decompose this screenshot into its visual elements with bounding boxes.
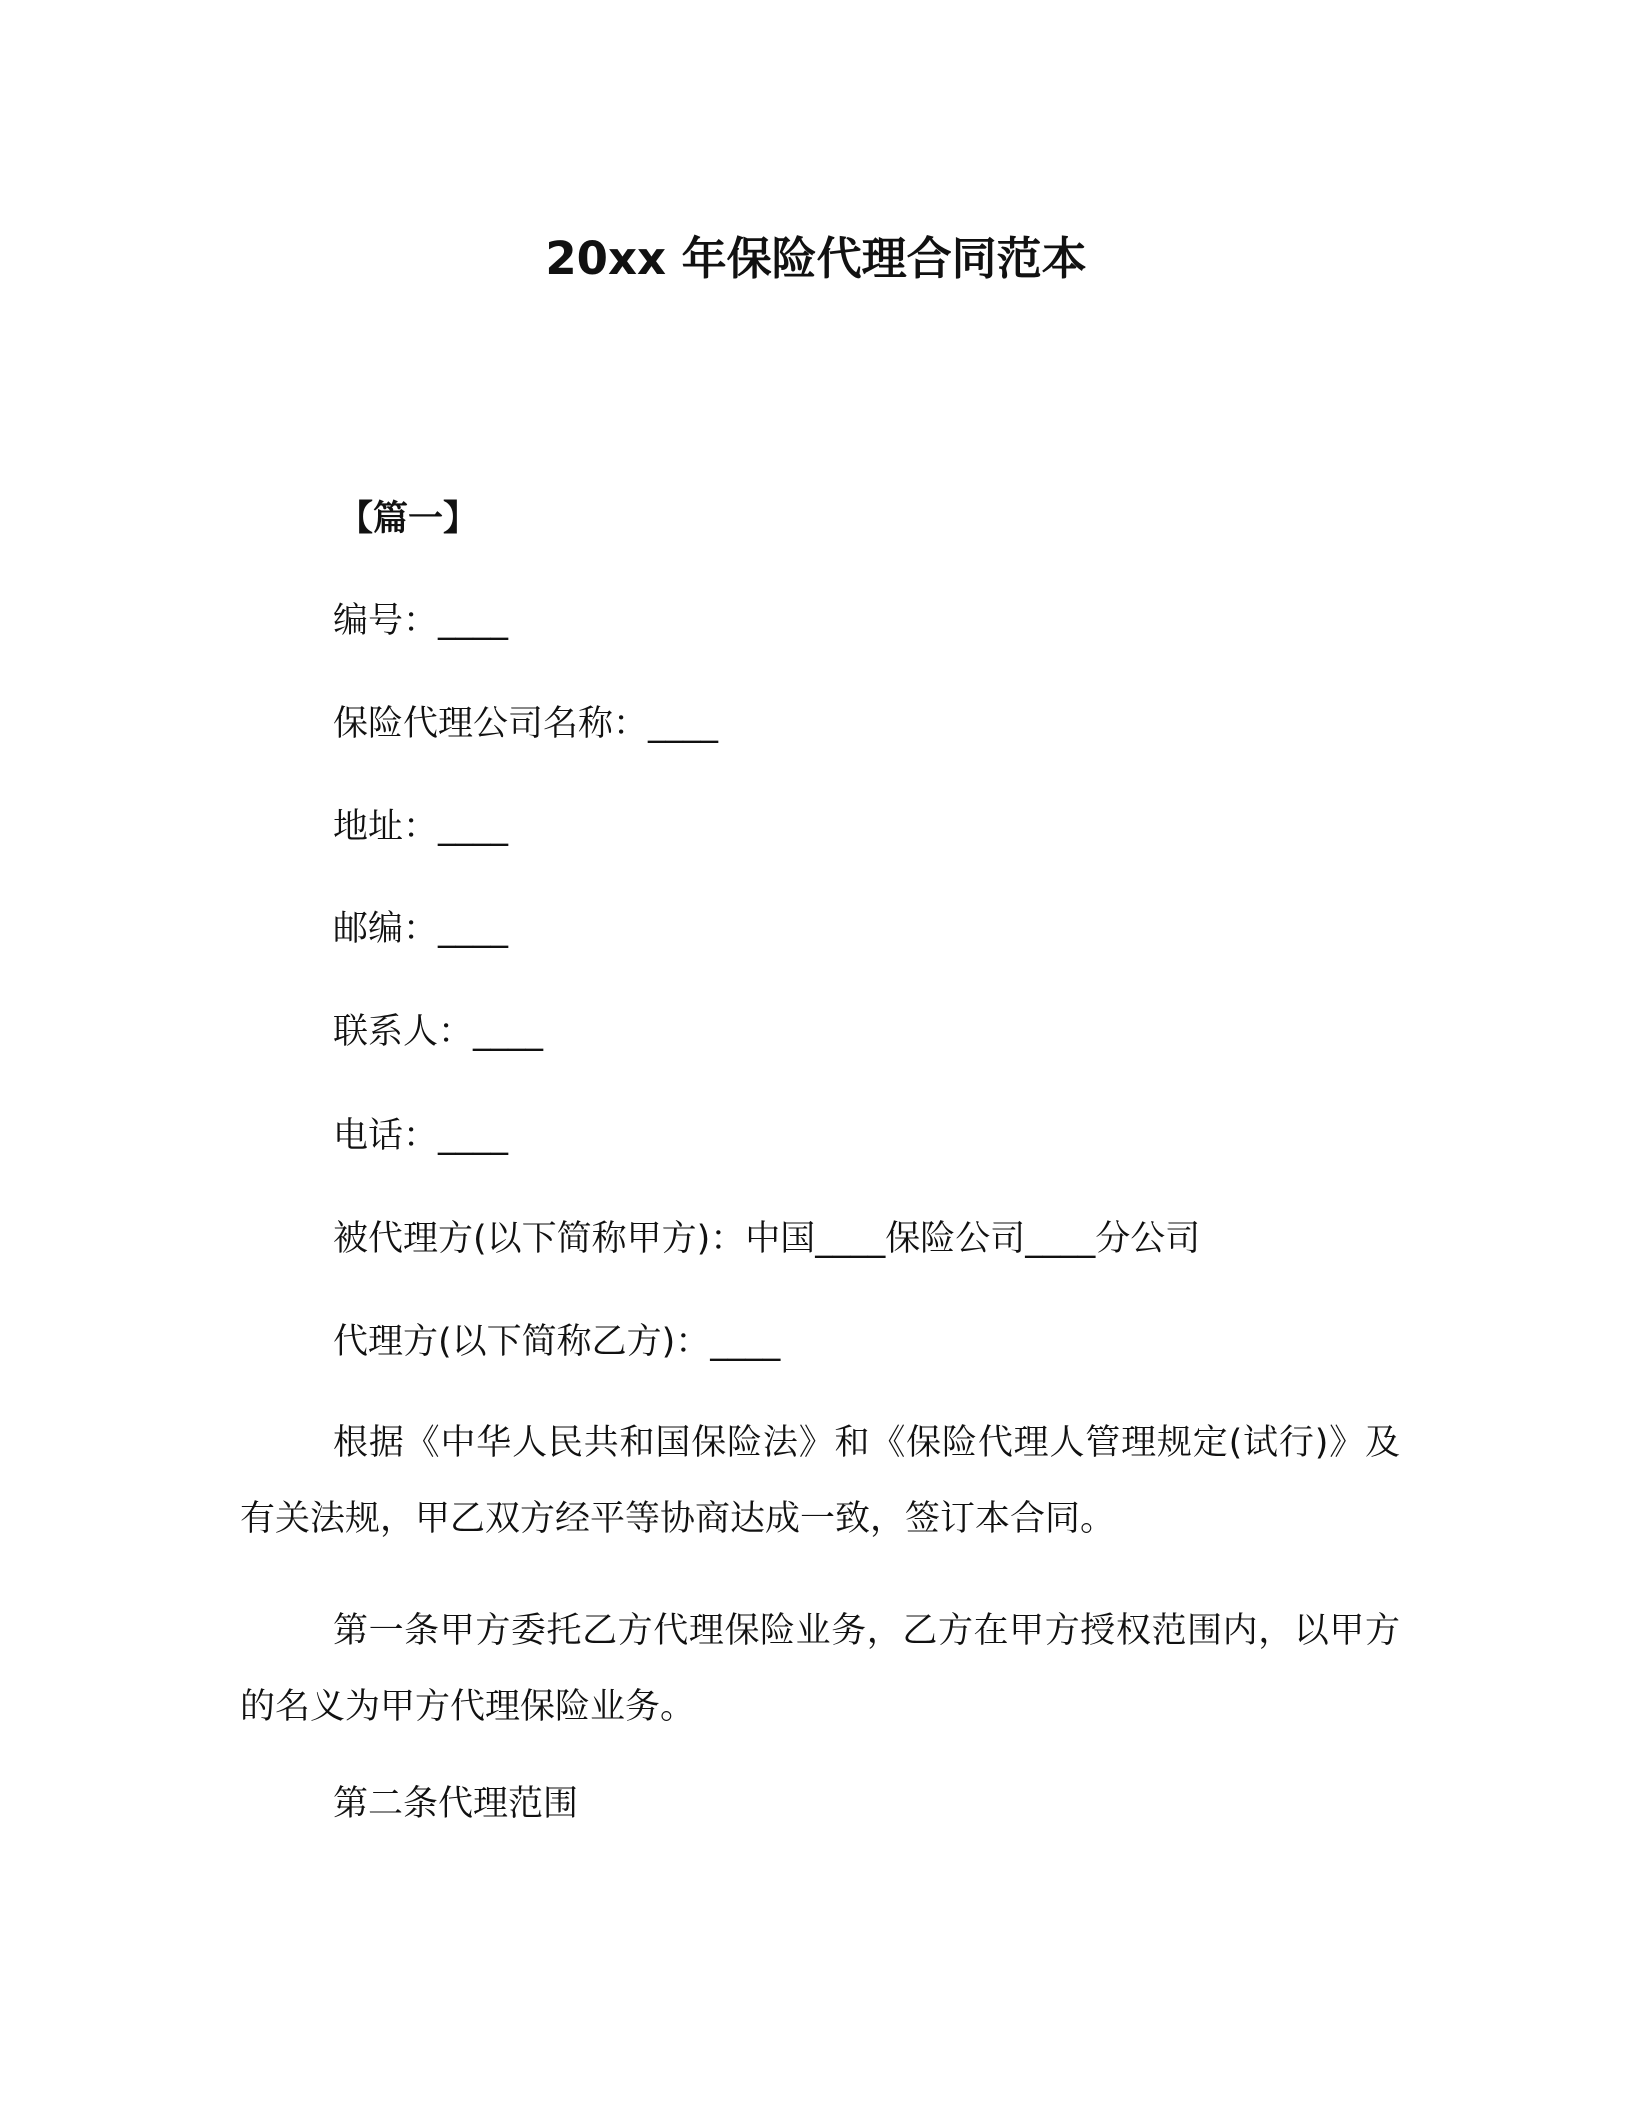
field-agency-company-name: 保险代理公司名称：____ bbox=[333, 704, 719, 744]
field-principal-party: 被代理方(以下简称甲方)：中国____保险公司____分公司 bbox=[333, 1219, 1201, 1259]
article-2-heading: 第二条代理范围 bbox=[333, 1784, 579, 1824]
field-address: 地址：____ bbox=[333, 807, 509, 847]
paragraph-preamble: 根据《中华人民共和国保险法》和《保险代理人管理规定(试行)》及有关法规，甲乙双方经平等协商达成一致，签订本合同。 bbox=[240, 1423, 1400, 1539]
field-phone: 电话：____ bbox=[333, 1116, 509, 1156]
paragraph-article-1: 第一条甲方委托乙方代理保险业务，乙方在甲方授权范围内，以甲方的名义为甲方代理保险业务。 bbox=[240, 1611, 1400, 1727]
field-postal-code: 邮编：____ bbox=[333, 909, 509, 949]
document-title: 20xx 年保险代理合同范本 bbox=[545, 232, 1087, 285]
field-agent-party: 代理方(以下简称乙方)：____ bbox=[333, 1322, 781, 1362]
field-serial-number: 编号：____ bbox=[333, 601, 509, 641]
field-contact-person: 联系人：____ bbox=[333, 1012, 544, 1052]
section-heading: 【篇一】 bbox=[338, 499, 479, 539]
